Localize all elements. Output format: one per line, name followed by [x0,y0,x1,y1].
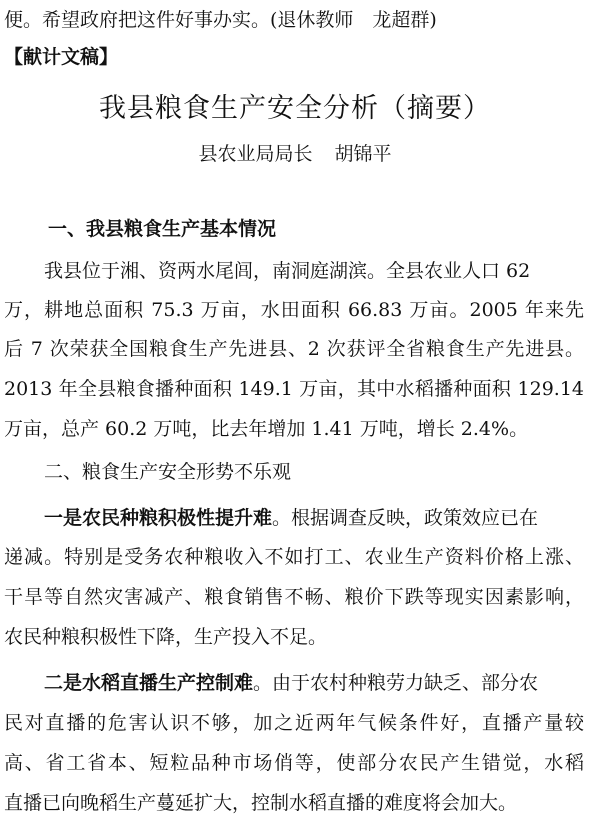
author-name: 胡锦平 [334,143,392,165]
heading-security-situation: 二、粮食生产安全形势不乐观 [44,461,292,483]
article-title: 我县粮食生产安全分析（摘要） [99,93,491,124]
para2-line-2: 递减。特别是受务农种粮收入不如打工、农业生产资料价格上涨、 [4,546,584,568]
para3-line-4: 直播已向晚稻生产蔓延扩大，控制水稻直播的难度将会加大。 [4,792,518,814]
author-byline [0,142,590,166]
para3-line-1 [44,671,538,695]
para2-line-3: 干旱等自然灾害减产、粮食销售不畅、粮价下跌等现实因素影响， [4,586,584,608]
para1-line-2: 万，耕地总面积 75.3 万亩，水田面积 66.83 万亩。2005 年来先 [4,299,584,321]
para3-line-2: 民对直播的危害认识不够，加之近两年气候条件好，直播产量较 [4,712,584,734]
para2-line-1 [44,506,538,530]
para2-lead: 一是农民种粮积极性提升难 [44,507,273,529]
para1-line-1: 我县位于湘、资两水尾闾，南洞庭湖滨。全县农业人口 62 [44,260,531,282]
para3-line-3: 高、省工省本、短粒品种市场俏等，使部分农民产生错觉，水稻 [4,752,584,774]
para2-line-4: 农民种粮积极性下降，生产投入不足。 [4,626,328,648]
para1-line-3: 后 7 次荣获全国粮食生产先进县、2 次获评全省粮食生产先进县。 [4,338,584,360]
para3-first-rest: 。由于农村种粮劳力缺乏、部分农 [253,672,539,694]
para1-line-4: 2013 年全县粮食播种面积 149.1 万亩，其中水稻播种面积 129.14 [4,378,584,400]
para2-first-rest: 。根据调查反映，政策效应已在 [272,507,539,529]
previous-article-ending: 便。希望政府把这件好事办实。(退休教师 龙超群) [4,9,437,31]
para3-lead: 二是水稻直播生产控制难 [44,672,254,694]
heading-basic-situation: 一、我县粮食生产基本情况 [48,218,277,240]
para1-line-5: 万亩，总产 60.2 万吨，比去年增加 1.41 万吨，增长 2.4%。 [4,418,529,440]
author-role: 县农业局局长 [198,143,313,165]
section-tag: 【献计文稿】 [4,46,119,68]
